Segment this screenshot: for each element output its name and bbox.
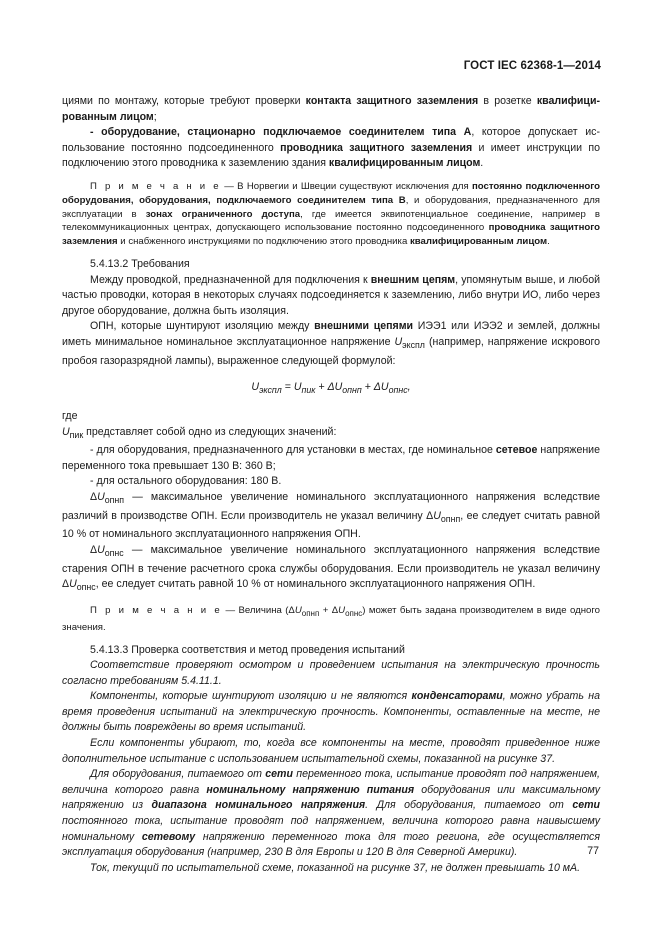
subscript: опнс (388, 385, 408, 396)
term: зонах ограниченного доступа (145, 208, 301, 220)
term: квалифицированным лицом (328, 157, 481, 170)
text: напряжение переменного тока превышает 130 В: 360 В; (62, 444, 600, 472)
term: диапазона номинального напряжения (151, 799, 366, 812)
page-number: 77 (587, 845, 599, 857)
text: постоянного тока, испытание проводят под напряжением, величина которого равна наивысшему номинальному (62, 815, 600, 843)
standard-header: ГОСТ IEC 62368-1—2014 (463, 60, 601, 72)
text: Между проводкой, предназначенной для подключения к (90, 273, 371, 286)
term: проводника защитного заземления (62, 222, 600, 248)
text: . Для оборудования, питаемого от (365, 799, 573, 812)
term: сетевое (495, 444, 538, 457)
subscript: пик (301, 385, 316, 396)
paragraph (62, 273, 600, 320)
subscript: опнс (76, 582, 96, 593)
text: , упомянутым выше, и любой частью проводки, которая в некоторых случаях подсоединяется к заземлению, либо внутри ИО, либо через другое оборудование, должна быть изоляция. (62, 273, 600, 317)
formula (62, 380, 600, 399)
text: напряжению переменного тока для того региона, где осуществляется эксплуатация оборудования (например, 230 В для Европы и 120 В для Северной Америки). (62, 830, 600, 859)
note (62, 604, 600, 635)
term: постоянно подключенного оборудования, оборудования, подключаемого соединителем типа В (62, 180, 600, 206)
term: сети (572, 799, 600, 812)
text: Для оборудования, питаемого от (90, 768, 266, 781)
paragraph (62, 689, 600, 736)
paragraph (62, 425, 600, 444)
operator: + Δ (361, 381, 381, 394)
symbol: U (97, 544, 105, 556)
paragraph (62, 125, 600, 172)
text: — максимальное увеличение номинального эксплуатационного напряжения вследствие различий в производстве ОПН. Если производитель не указал величину Δ (62, 491, 600, 522)
text: циями по монтажу, которые требуют проверки (62, 95, 306, 107)
text: + Δ (319, 605, 339, 616)
operator: + Δ (315, 381, 335, 394)
text: , где имеется эквипотенциальное соединение, например в телекоммуникационных центрах, допускающего использование постоянно подсоединенного (62, 208, 600, 234)
punctuation: , (407, 381, 411, 394)
text: и снабженного инструкциями по подключению этого проводника (117, 236, 410, 248)
note-label: П р и м е ч а н и е (90, 605, 223, 616)
text: - для оборудования, предназначенного для установки в местах, где номинальное (90, 444, 496, 457)
paragraph (62, 767, 600, 861)
text: оборудования или максимальному напряжению из (62, 783, 600, 812)
paragraph: Соответствие проверяют осмотром и проведением испытания на электрическую прочность согласно требованиям 5.4.11.1. (62, 659, 600, 687)
subscript: опнп (301, 608, 320, 618)
text: , которое допускает использование постоянно подсоединенного (62, 126, 601, 154)
term: номинальному напряжению питания (206, 783, 415, 796)
symbol: U (338, 605, 346, 616)
section-heading: 5.4.13.3 Проверка соответствия и метод проведения испытаний (90, 643, 405, 656)
paragraph: Если компоненты убирают, то, когда все компоненты на месте, проводят приведенное ниже дополнительное испытание с использованием испытательной схемы, показанной на рисунке 37. (62, 737, 600, 765)
text: переменного тока, испытание проводят под напряжением, величина которого равна (62, 768, 601, 796)
text: — В Норвегии и Швеции существуют исключения для (221, 180, 472, 192)
text: , можно убрать на время проведения испытаний на электрическую прочность. Компоненты, оставленные на месте, не должны быть повреждены во время испытаний. (62, 690, 601, 734)
text: . (547, 236, 550, 248)
text: — максимальное увеличение номинального эксплуатационного напряжения вследствие старения ОПН в течение расчетного срока службы оборудования. Если производитель не указал величину Δ (62, 544, 600, 591)
term: конденсаторами (411, 690, 503, 703)
subscript: опнс (345, 608, 363, 618)
subscript: опнп (342, 385, 362, 396)
note (62, 180, 600, 249)
subscript: опнп (104, 495, 125, 506)
symbol: Δ (90, 491, 98, 503)
symbol: U (293, 381, 302, 394)
symbol: U (433, 509, 441, 522)
subscript: опнп (440, 513, 461, 524)
text: . (480, 157, 484, 170)
term: - оборудование, стационарно подключаемое соединителем типа А (90, 126, 472, 139)
subscript: экспл (259, 385, 282, 396)
text: Компоненты, которые шунтируют изоляцию и не являются (90, 690, 412, 703)
text: (например, напряжение искрового пробоя газоразрядной лампы), выраженное следующей формулой: (62, 335, 600, 367)
text: представляет собой одно из следующих значений: (83, 425, 337, 438)
text: в розетке (478, 95, 537, 107)
paragraph (62, 490, 600, 543)
term: сети (265, 768, 293, 781)
term: внешними цепями (314, 320, 414, 333)
term: сетевому (141, 830, 196, 843)
term: квалифицированным лицом (409, 236, 548, 248)
text: , ее следует считать равной 10 % от номинального эксплуатационного напряжения ОПН. (95, 578, 536, 591)
symbol: U (251, 381, 260, 394)
operator: = (281, 381, 294, 394)
subscript: опнс (104, 548, 124, 559)
symbol: U (69, 578, 77, 591)
symbol: U (334, 381, 343, 394)
text: ) может быть задана производителем в виде одного значения. (62, 605, 600, 633)
symbol: Δ (90, 544, 98, 556)
symbol: U (394, 335, 403, 348)
page-content (62, 94, 600, 876)
symbol: U (62, 425, 70, 438)
text: и имеет инструкции по подключению этого проводника к заземлению здания (62, 141, 601, 170)
paragraph (62, 319, 600, 369)
symbol: U (380, 381, 389, 394)
text: ИЭЭ1 или ИЭЭ2 и землей, должны иметь минимальное номинальное эксплуатационное напряжение (62, 320, 601, 348)
note-label: П р и м е ч а н и е (90, 180, 221, 192)
text: , и оборудования, предназначенного для эксплуатации в (62, 194, 600, 220)
subscript: пик (69, 429, 84, 440)
symbol: U (97, 491, 105, 503)
term: контакта защитного заземления (305, 95, 479, 107)
where-label: где (62, 409, 78, 422)
text: , ее следует считать равной 10 % от номинального эксплуатационного напряжения ОПН. (62, 509, 600, 541)
symbol: U (294, 605, 302, 616)
section-heading: 5.4.13.2 Требования (90, 257, 190, 270)
list-item (62, 443, 600, 474)
paragraph (62, 94, 600, 125)
term: внешним цепям (370, 273, 456, 286)
term: проводника защитного заземления (280, 141, 473, 154)
text: — Величина (Δ (222, 605, 295, 616)
paragraph: Ток, текущий по испытательной схеме, показанной на рисунке 37, не должен превышать 10 мА. (90, 861, 581, 874)
subscript: экспл (402, 340, 425, 351)
term: квалифицированным лицом (62, 95, 600, 123)
paragraph (62, 543, 600, 596)
text: ОПН, которые шунтируют изоляцию между (90, 320, 315, 333)
text: ; (153, 110, 157, 123)
list-item: - для остального оборудования: 180 В. (90, 475, 282, 488)
